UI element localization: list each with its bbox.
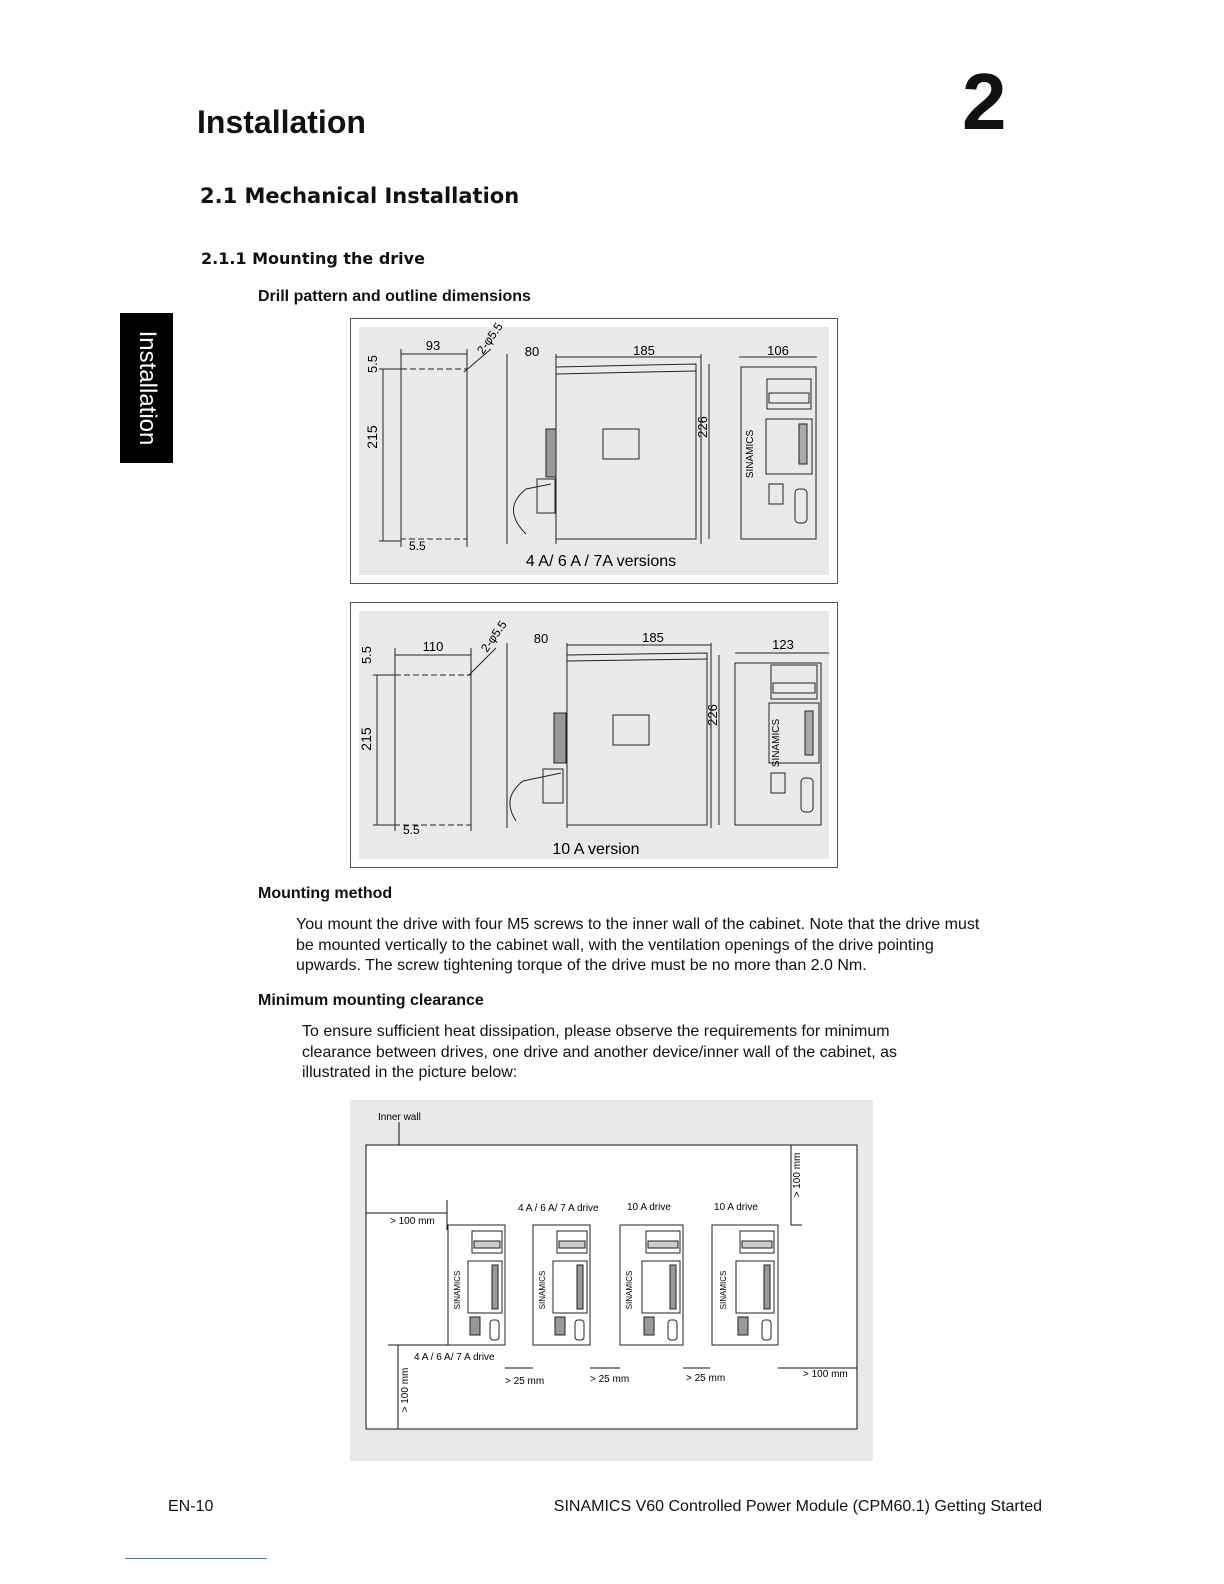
drive-brand-3: SINAMICS xyxy=(625,1270,634,1310)
dim-front-w-1: 106 xyxy=(767,343,789,358)
gap-label-2: > 25 mm xyxy=(590,1374,630,1385)
clearance-svg xyxy=(350,1100,873,1461)
dim-side-h-1: 226 xyxy=(695,416,710,438)
brand-label-1: SINAMICS xyxy=(745,429,756,479)
drawing-figure-1 xyxy=(350,318,838,584)
footer-page-number: EN-10 xyxy=(168,1498,214,1515)
dim-width-2: 110 xyxy=(422,639,444,654)
drawing-svg-1 xyxy=(351,319,837,583)
bottom-clearance-label: > 100 mm xyxy=(400,1367,411,1413)
dim-width-1: 93 xyxy=(425,338,441,353)
brand-label-2: SINAMICS xyxy=(771,718,782,768)
chapter-title: Installation xyxy=(197,104,366,140)
drive-brand-2: SINAMICS xyxy=(538,1270,547,1310)
dim-side-a-1: 80 xyxy=(524,344,540,359)
top-clearance-label: > 100 mm xyxy=(792,1152,803,1198)
drive-label-2: 4 A / 6 A/ 7 A drive xyxy=(518,1203,599,1214)
footer-link-rule xyxy=(125,1558,267,1559)
right-clearance-label: > 100 mm xyxy=(803,1369,848,1380)
drill-heading: Drill pattern and outline dimensions xyxy=(258,288,531,305)
dim-hole-2: 2-φ5.5 xyxy=(477,617,510,655)
gap-label-3: > 25 mm xyxy=(686,1373,726,1384)
figure-2-caption: 10 A version xyxy=(552,841,640,858)
dim-side-b-2: 185 xyxy=(642,630,664,645)
drive-brand-1: SINAMICS xyxy=(453,1270,462,1310)
dim-bottom-2: 5.5 xyxy=(403,823,420,837)
dim-top-offset-2: 5.5 xyxy=(359,645,374,665)
dim-height-2: 215 xyxy=(358,727,374,751)
drive-label-1: 4 A / 6 A/ 7 A drive xyxy=(414,1352,495,1363)
footer-doc-title: SINAMICS V60 Controlled Power Module (CPM60.1) Getting Started xyxy=(553,1498,1042,1515)
drawing-figure-2 xyxy=(350,602,838,868)
dim-side-h-2: 226 xyxy=(705,704,720,726)
dim-side-a-2: 80 xyxy=(533,631,549,646)
dim-top-offset-1: 5.5 xyxy=(365,354,380,374)
dim-bottom-1: 5.5 xyxy=(409,539,426,553)
side-tab xyxy=(120,313,173,463)
drive-brand-4: SINAMICS xyxy=(719,1270,728,1310)
gap-label-1: > 25 mm xyxy=(505,1376,545,1387)
dim-height-1: 215 xyxy=(364,425,380,449)
left-clearance-label: > 100 mm xyxy=(390,1216,435,1227)
drive-label-3: 10 A drive xyxy=(627,1202,671,1213)
dim-front-w-2: 123 xyxy=(772,637,794,652)
drive-label-4: 10 A drive xyxy=(714,1202,758,1213)
side-tab-label: Installation xyxy=(133,330,161,446)
dim-side-b-1: 185 xyxy=(633,343,655,358)
chapter-number: 2 xyxy=(962,57,1007,146)
clearance-heading: Minimum mounting clearance xyxy=(258,992,484,1009)
dim-hole-1: 2-φ5.5 xyxy=(473,319,506,357)
subsection-title: 2.1.1 Mounting the drive xyxy=(201,249,425,268)
clearance-figure xyxy=(350,1100,873,1461)
inner-wall-label: Inner wall xyxy=(378,1112,421,1123)
clearance-text: To ensure sufficient heat dissipation, please observe the requirements for minimum clearance between drives, one drive and another device/inner wall of the cabinet, as illustrated in the picture below: xyxy=(302,1023,898,1081)
section-title: 2.1 Mechanical Installation xyxy=(200,184,520,208)
mounting-method-text: You mount the drive with four M5 screws to the inner wall of the cabinet. Note that the drive must be mounted vertically to the cabinet wall, with the ventilation openings of the drive pointing upwards. The screw tightening torque of the drive must be no more than 2.0 Nm. xyxy=(296,916,980,974)
drawing-svg-2 xyxy=(351,603,837,867)
mounting-method-heading: Mounting method xyxy=(258,885,393,902)
figure-1-caption: 4 A/ 6 A / 7A versions xyxy=(525,553,677,570)
